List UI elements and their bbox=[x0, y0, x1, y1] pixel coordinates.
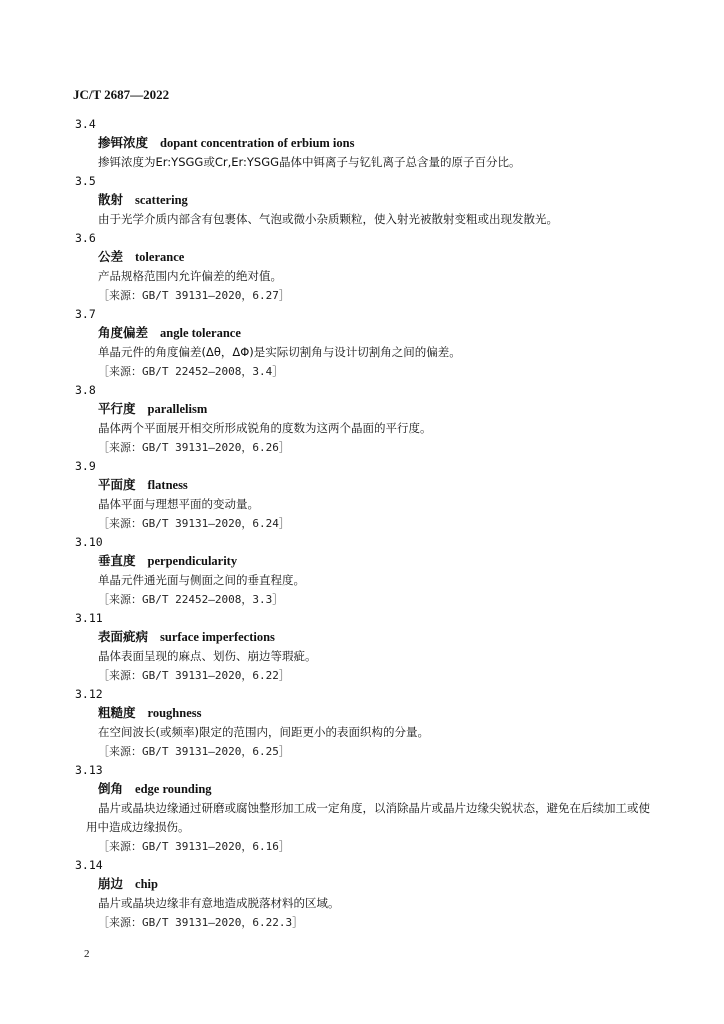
term-number: 3.7 bbox=[75, 307, 96, 321]
term-zh: 角度偏差 bbox=[98, 326, 149, 340]
term-number: 3.8 bbox=[75, 383, 96, 397]
term-source: ［来源：GB/T 22452—2008，3.4］ bbox=[98, 365, 284, 378]
term-zh: 崩边 bbox=[98, 877, 124, 891]
term-en: perpendicularity bbox=[147, 554, 238, 568]
term-number: 3.6 bbox=[75, 231, 96, 245]
term-number: 3.13 bbox=[75, 763, 103, 777]
term-zh: 垂直度 bbox=[98, 554, 136, 568]
document-code: JC/T 2687—2022 bbox=[73, 87, 170, 102]
term-source: ［来源：GB/T 39131—2020，6.24］ bbox=[98, 517, 290, 530]
term-entry bbox=[73, 229, 653, 305]
page-number: 2 bbox=[84, 948, 90, 960]
term-definition: 晶片或晶块边缘非有意地造成脱落材料的区域。 bbox=[98, 896, 340, 910]
term-definition: 在空间波长(或频率)限定的范围内，间距更小的表面织构的分量。 bbox=[98, 725, 429, 739]
term-source: ［来源：GB/T 39131—2020，6.16］ bbox=[98, 840, 290, 853]
term-entry bbox=[73, 457, 653, 533]
term-en: scattering bbox=[135, 193, 188, 207]
term-en: surface imperfections bbox=[160, 630, 275, 644]
term-en: edge rounding bbox=[135, 782, 212, 796]
term-entry bbox=[73, 533, 653, 609]
term-zh: 粗糙度 bbox=[98, 706, 136, 720]
term-en: chip bbox=[135, 877, 158, 891]
term-entry bbox=[73, 305, 653, 381]
term-source: ［来源：GB/T 39131—2020，6.27］ bbox=[98, 289, 290, 302]
term-en: dopant concentration of erbium ions bbox=[160, 136, 355, 150]
term-source: ［来源：GB/T 22452—2008，3.3］ bbox=[98, 593, 284, 606]
term-definition: 由于光学介质内部含有包裹体、气泡或微小杂质颗粒，使入射光被散射变粗或出现发散光。 bbox=[98, 212, 558, 226]
term-zh: 平行度 bbox=[98, 402, 136, 416]
term-number: 3.5 bbox=[75, 174, 96, 188]
term-definition: 晶体两个平面展开相交所形成锐角的度数为这两个晶面的平行度。 bbox=[98, 421, 432, 435]
term-definition: 产品规格范围内允许偏差的绝对值。 bbox=[98, 269, 282, 283]
term-number: 3.14 bbox=[75, 858, 103, 872]
term-zh: 公差 bbox=[98, 250, 124, 264]
term-definition: 晶体表面呈现的麻点、划伤、崩边等瑕疵。 bbox=[98, 649, 317, 663]
term-heading bbox=[98, 476, 653, 495]
term-entry bbox=[73, 172, 653, 229]
term-definition: 晶片或晶块边缘通过研磨或腐蚀整形加工成一定角度，以消除晶片或晶片边缘尖锐状态，避免在后续加工或使用中造成边缘损伤。 bbox=[86, 801, 650, 834]
term-entry bbox=[73, 609, 653, 685]
term-en: tolerance bbox=[135, 250, 185, 264]
term-entry bbox=[73, 381, 653, 457]
term-zh: 掺铒浓度 bbox=[98, 136, 149, 150]
terms-list bbox=[73, 115, 653, 932]
term-definition: 单晶元件的角度偏差(Δθ，ΔΦ)是实际切割角与设计切割角之间的偏差。 bbox=[98, 345, 461, 359]
term-zh: 倒角 bbox=[98, 782, 124, 796]
term-definition: 掺铒浓度为Er:YSGG或Cr,Er:YSGG晶体中铒离子与钇钆离子总含量的原子百分比。 bbox=[98, 155, 521, 169]
term-heading bbox=[98, 780, 653, 799]
term-source: ［来源：GB/T 39131—2020，6.22］ bbox=[98, 669, 290, 682]
term-heading bbox=[98, 248, 653, 267]
term-definition: 晶体平面与理想平面的变动量。 bbox=[98, 497, 259, 511]
term-en: angle tolerance bbox=[160, 326, 241, 340]
term-heading bbox=[98, 628, 653, 647]
term-number: 3.10 bbox=[75, 535, 103, 549]
term-number: 3.11 bbox=[75, 611, 103, 625]
term-number: 3.9 bbox=[75, 459, 96, 473]
term-number: 3.12 bbox=[75, 687, 103, 701]
term-zh: 散射 bbox=[98, 193, 124, 207]
term-heading bbox=[98, 875, 653, 894]
term-heading bbox=[98, 704, 653, 723]
term-zh: 平面度 bbox=[98, 478, 136, 492]
term-heading bbox=[98, 324, 653, 343]
term-en: parallelism bbox=[147, 402, 208, 416]
term-entry bbox=[73, 115, 653, 172]
term-en: flatness bbox=[147, 478, 188, 492]
term-heading bbox=[98, 134, 653, 153]
term-en: roughness bbox=[147, 706, 202, 720]
term-zh: 表面疵病 bbox=[98, 630, 149, 644]
term-source: ［来源：GB/T 39131—2020，6.22.3］ bbox=[98, 916, 304, 929]
term-number: 3.4 bbox=[75, 117, 96, 131]
term-heading bbox=[98, 400, 653, 419]
term-heading bbox=[98, 552, 653, 571]
term-entry bbox=[73, 685, 653, 761]
term-heading bbox=[98, 191, 653, 210]
term-source: ［来源：GB/T 39131—2020，6.26］ bbox=[98, 441, 290, 454]
term-definition: 单晶元件通光面与侧面之间的垂直程度。 bbox=[98, 573, 305, 587]
term-source: ［来源：GB/T 39131—2020，6.25］ bbox=[98, 745, 290, 758]
term-entry bbox=[73, 761, 653, 856]
term-entry bbox=[73, 856, 653, 932]
